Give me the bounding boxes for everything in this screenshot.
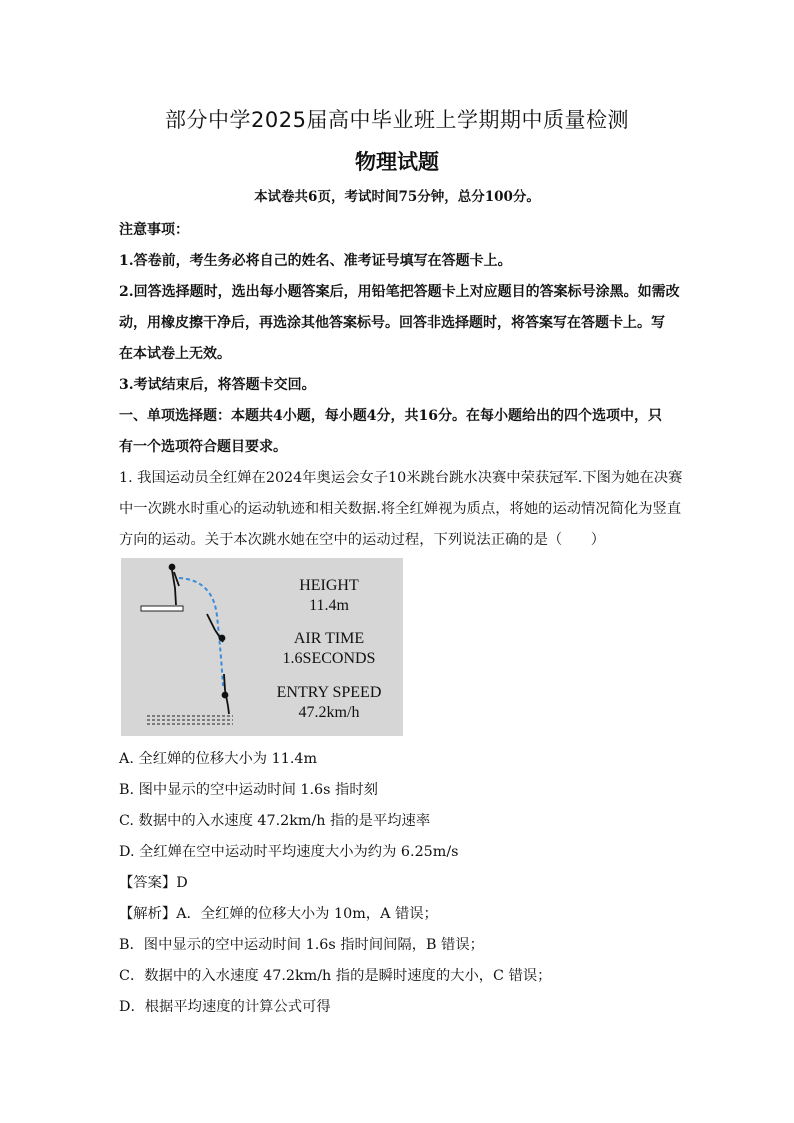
option-c: C. 数据中的入水速度 47.2km/h 指的是平均速率: [119, 813, 431, 829]
section-heading-line-2: 有一个选项符合题目要求。: [119, 439, 287, 455]
diver-entering-icon: [223, 674, 230, 714]
question-1-line-2: 中一次跳水时重心的运动轨迹和相关数据.将全红婵视为质点，将她的运动情况简化为竖直: [119, 501, 682, 517]
option-d: D. 全红婵在空中运动时平均速度大小为约为 6.25m/s: [119, 844, 459, 860]
answer-tag: 【答案】: [119, 875, 177, 891]
analysis-a: A．全红婵的位移大小为 10m，A 错误；: [176, 906, 438, 922]
water-surface-icon: [147, 716, 233, 724]
analysis-b: B．图中显示的空中运动时间 1.6s 指时间间隔，B 错误；: [119, 937, 484, 953]
height-value: 11.4m: [309, 597, 349, 614]
answer-value: D: [176, 875, 188, 891]
notice-item-2-line-1: 2.回答选择题时，选出每小题答案后，用铅笔把答题卡上对应题目的答案标号涂黑。如需改: [119, 284, 680, 300]
question-1-line-1: 1. 我国运动员全红婵在2024年奥运会女子10米跳台跳水决赛中荣获冠军.下图为她在决赛: [119, 470, 683, 486]
airtime-value: 1.6SECONDS: [282, 650, 376, 667]
notice-item-3: 3.考试结束后，将答题卡交回。: [119, 377, 316, 393]
exam-subtitle: 物理试题: [355, 150, 439, 174]
analysis-d: D．根据平均速度的计算公式可得: [119, 999, 331, 1015]
analysis-tag: 【解析】: [119, 906, 177, 922]
dive-figure: [121, 558, 403, 736]
exam-title: 部分中学2025届高中毕业班上学期期中质量检测: [165, 108, 629, 132]
notice-item-2-line-2: 动，用橡皮擦干净后，再选涂其他答案标号。回答非选择题时，将答案写在答题卡上。写: [119, 315, 665, 331]
notice-heading: 注意事项：: [119, 222, 189, 238]
analysis-c: C．数据中的入水速度 47.2km/h 指的是瞬时速度的大小，C 错误；: [119, 968, 552, 984]
height-label: HEIGHT: [299, 577, 359, 594]
section-heading-line-1: 一、单项选择题：本题共4小题，每小题4分，共16分。在每小题给出的四个选项中，只: [119, 408, 662, 424]
diver-falling-icon: [207, 614, 225, 642]
exam-intro: 本试卷共6页，考试时间75分钟，总分100分。: [254, 189, 540, 205]
entry-speed-label: ENTRY SPEED: [276, 684, 382, 701]
airtime-label: AIR TIME: [293, 630, 365, 647]
diver-standing-icon: [170, 565, 180, 606]
question-1-line-3: 方向的运动。关于本次跳水她在空中的运动过程，下列说法正确的是（ ）: [119, 532, 606, 548]
option-a: A. 全红婵的位移大小为 11.4m: [119, 751, 318, 767]
analysis-line-a: [119, 903, 438, 923]
platform-icon: [141, 606, 183, 611]
entry-speed-value: 47.2km/h: [298, 704, 360, 721]
notice-item-1: 1.答卷前，考生务必将自己的姓名、准考证号填写在答题卡上。: [119, 253, 512, 269]
notice-item-2-line-3: 在本试卷上无效。: [119, 346, 231, 362]
option-b: B. 图中显示的空中运动时间 1.6s 指时刻: [119, 782, 378, 798]
answer-line: [119, 872, 188, 892]
